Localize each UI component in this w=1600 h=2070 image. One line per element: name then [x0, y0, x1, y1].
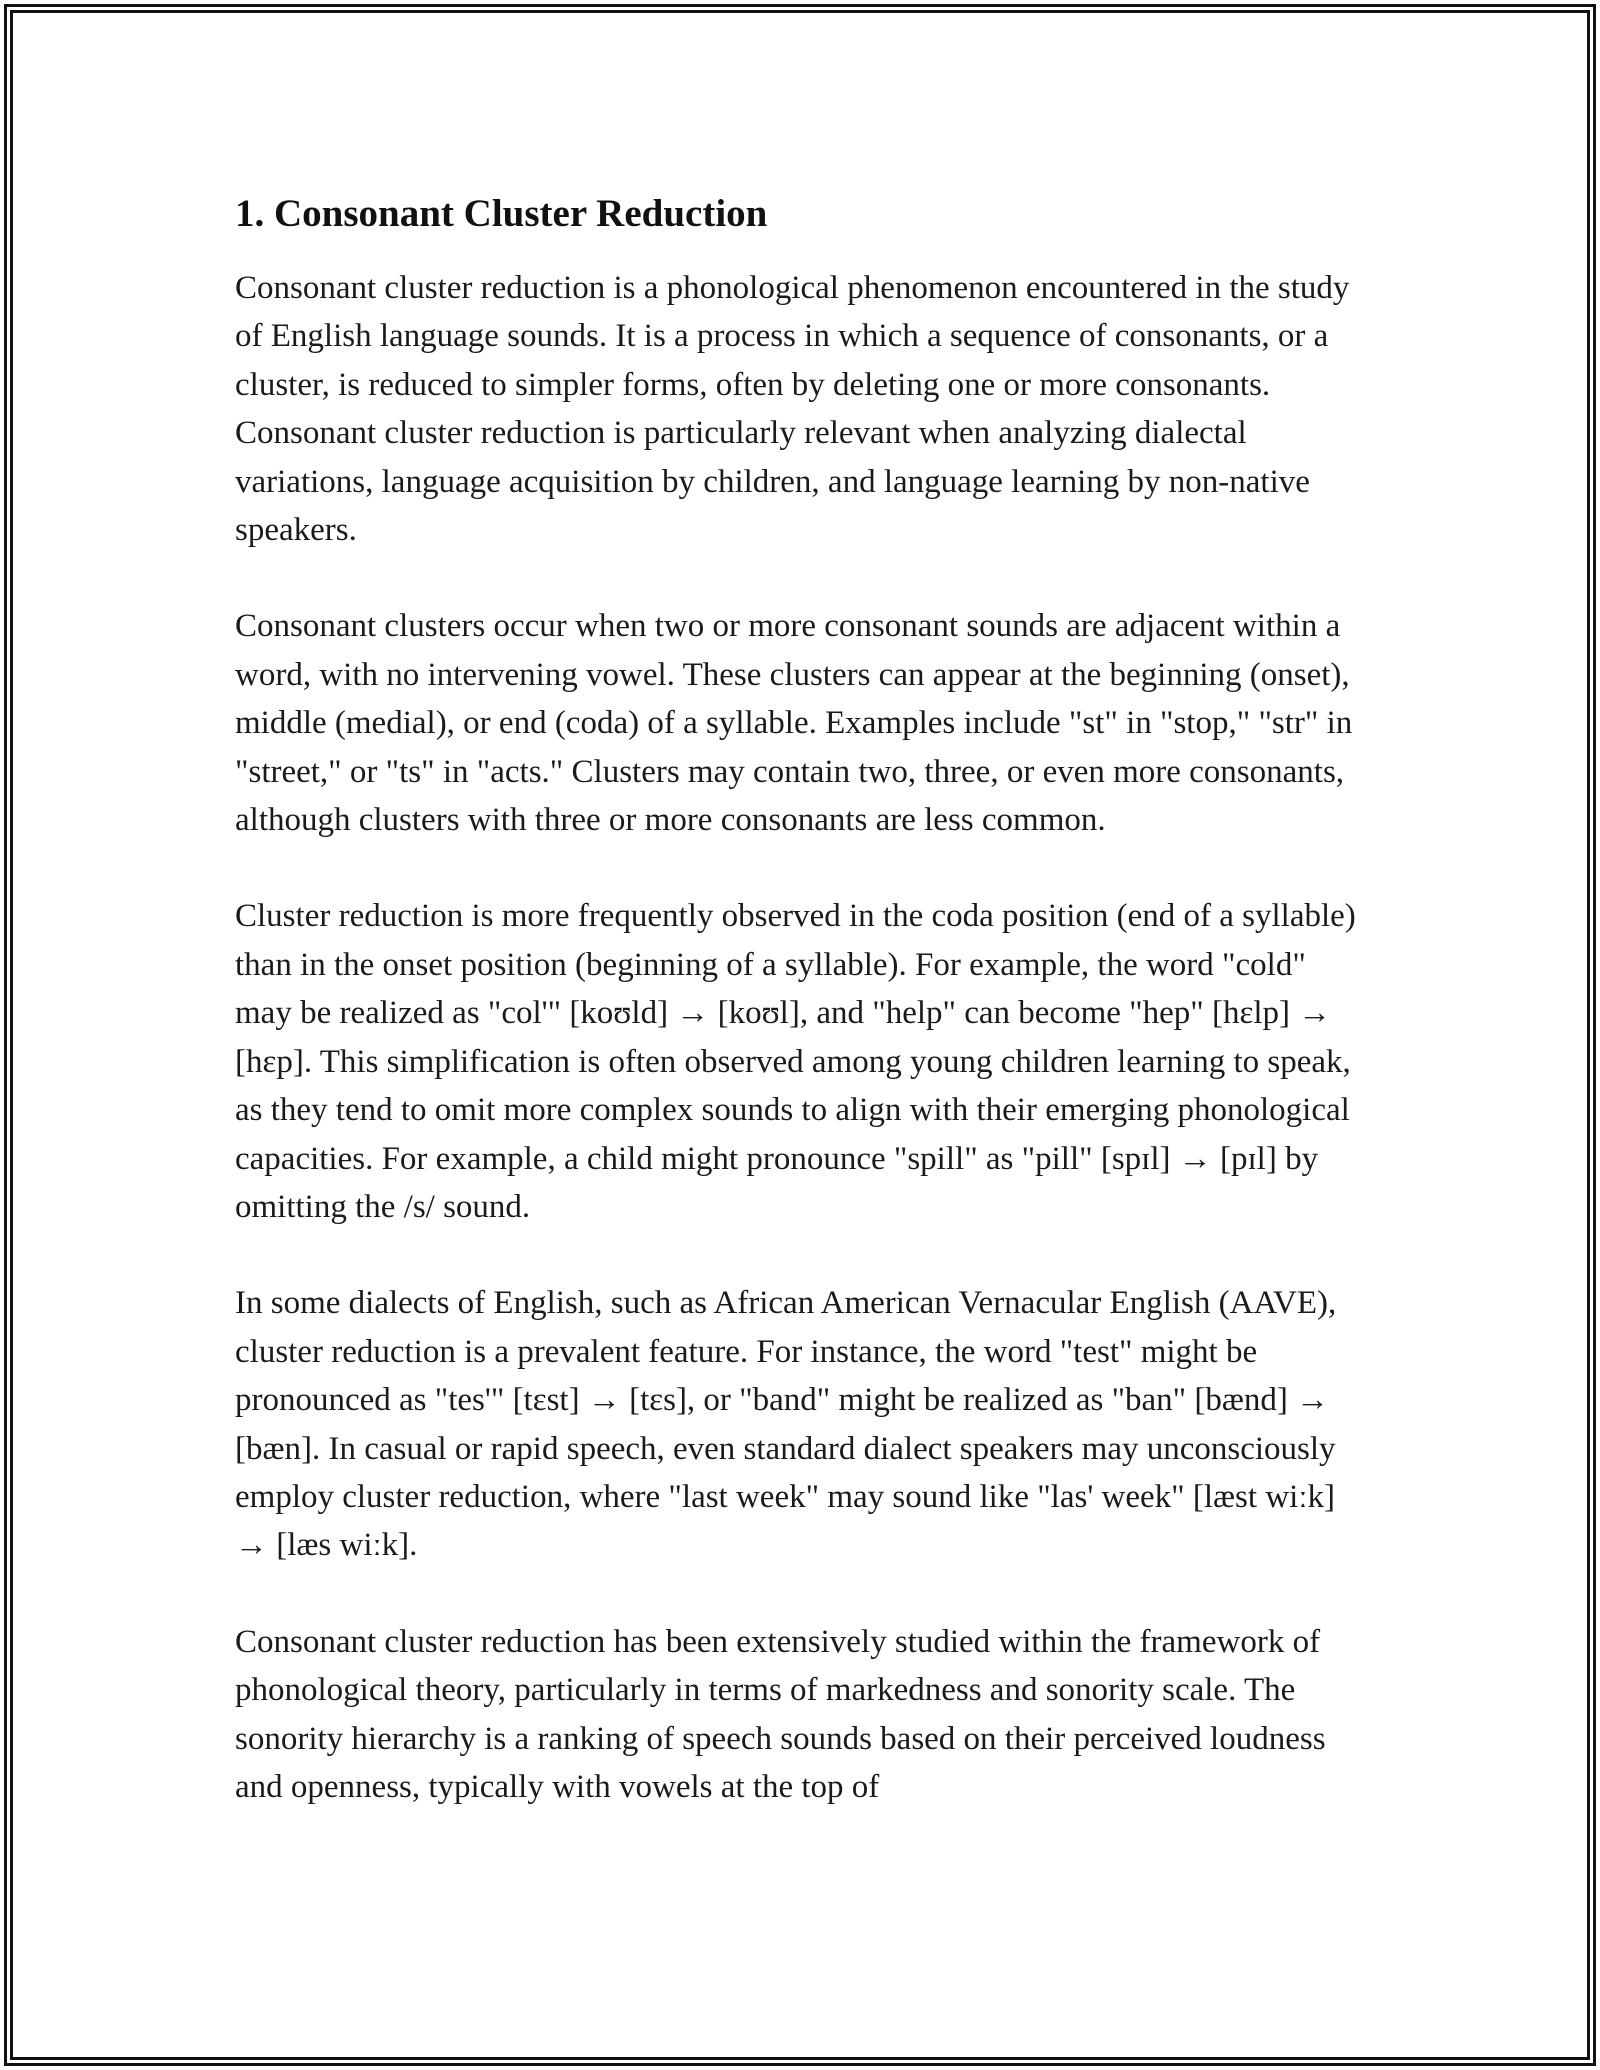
paragraph-coda-examples: Cluster reduction is more frequently observed in the coda position (end of a syllable) than in the onset position (beginning of a syllable). For example, the word "cold" may be realized as "col'" [koʊld] → [koʊl], and "help" can become "hep" [hɛlp] → [hɛp]. This simplification is often observed among young children learning to speak, as they tend to omit more complex sounds to align with their emerging phonological capacities. For example, a child might pronounce "spill" as "pill" [spɪl] → [pɪl] by omitting the /s/ sound.	[235, 898, 1356, 1225]
section-title: 1. Consonant Cluster Reduction	[235, 192, 768, 235]
paragraph-cluster-definition: Consonant clusters occur when two or more consonant sounds are adjacent within a word, with no intervening vowel. These clusters can appear at the beginning (onset), middle (medial), or end (coda) of a syllable. Examples include "st" in "stop," "str" in "street," or "ts" in "acts." Clusters may contain two, three, or even more consonants, although clusters with three or more consonants are less common.	[235, 608, 1353, 839]
paragraph-dialect-examples: In some dialects of English, such as African American Vernacular English (AAVE), cluster reduction is a prevalent feature. For instance, the word "test" might be pronounced as "tes'" [tɛst] → [tɛs], or "band" might be realized as "ban" [bænd] → [bæn]. In casual or rapid speech, even standard dialect speakers may unconsciously employ cluster reduction, where "last week" may sound like "las' week" [læst wiːk] → [læs wiːk].	[235, 1285, 1337, 1564]
paragraph-intro: Consonant cluster reduction is a phonological phenomenon encountered in the study of English language sounds. It is a process in which a sequence of consonants, or a cluster, is reduced to simpler forms, often by deleting one or more consonants. Consonant cluster reduction is particularly relevant when analyzing dialectal variations, language acquisition by children, and language learning by non-native speakers.	[235, 270, 1350, 549]
document-body	[235, 186, 1365, 1811]
paragraph-theory: Consonant cluster reduction has been extensively studied within the framework of phonological theory, particularly in terms of markedness and sonority scale. The sonority hierarchy is a ranking of speech sounds based on their perceived loudness and openness, typically with vowels at the top of	[235, 1623, 1326, 1805]
